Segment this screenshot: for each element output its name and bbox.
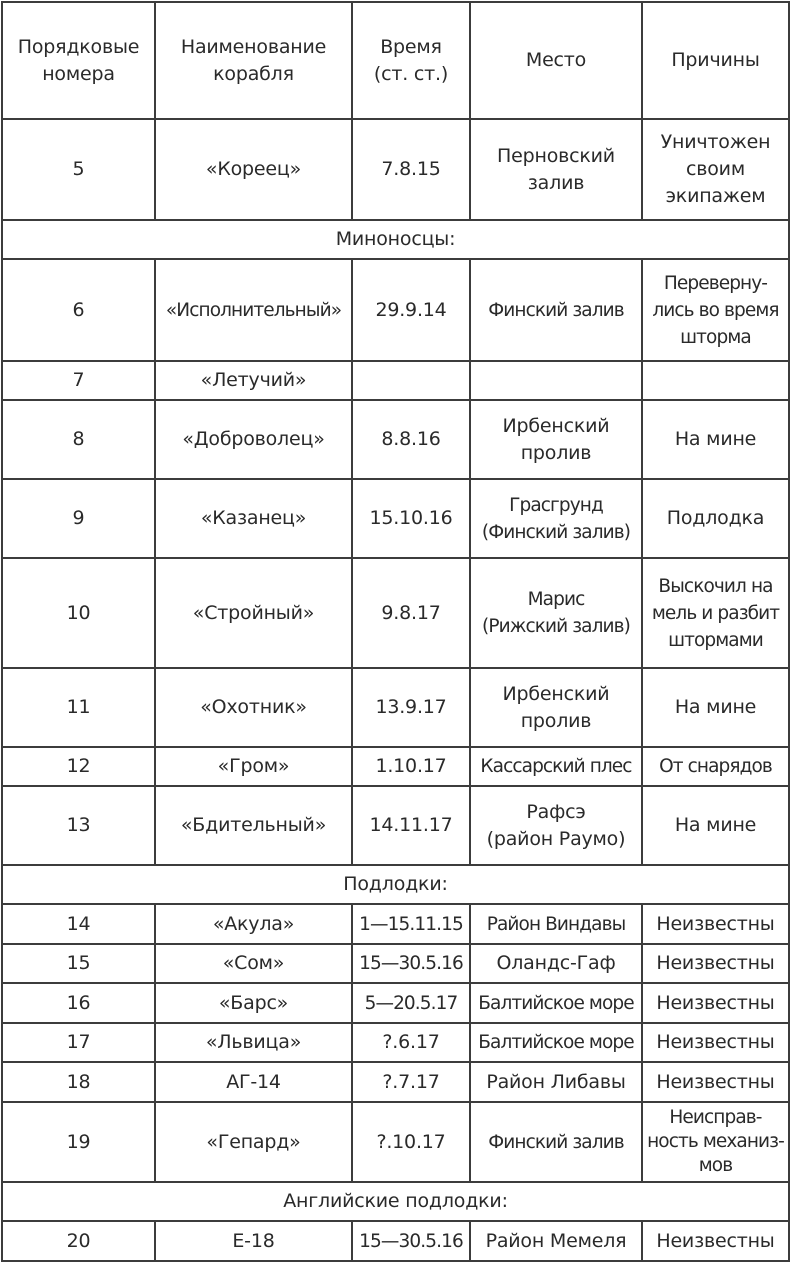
cell-name: «Сом» (155, 944, 352, 983)
cell-name: «Стройный» (155, 558, 352, 668)
cell-place: Оландс-Гаф (470, 944, 642, 983)
table-row (2, 558, 789, 668)
cell-place: Район Либавы (470, 1062, 642, 1102)
cell-time: ?.10.17 (352, 1102, 470, 1182)
cell-place: Перновский залив (470, 119, 642, 220)
cell-time: 5—20.5.17 (352, 983, 470, 1023)
cell-time: 29.9.14 (352, 259, 470, 361)
cell-place: Рафсэ (район Раумо) (470, 786, 642, 865)
cell-time: ?.7.17 (352, 1062, 470, 1102)
cell-number: 5 (2, 119, 155, 220)
cell-cause: Неизвестны (642, 1221, 789, 1261)
cell-name: АГ-14 (155, 1062, 352, 1102)
cell-name: Е-18 (155, 1221, 352, 1261)
cell-number: 12 (2, 747, 155, 786)
cell-number: 20 (2, 1221, 155, 1261)
cell-cause (642, 361, 789, 400)
cell-name: «Летучий» (155, 361, 352, 400)
table-row (2, 1023, 789, 1062)
cell-place: Район Мемеля (470, 1221, 642, 1261)
cell-time (352, 361, 470, 400)
cell-time: 1—15.11.15 (352, 904, 470, 944)
header-place: Место (470, 2, 642, 119)
cell-number: 19 (2, 1102, 155, 1182)
table-row (2, 119, 789, 220)
cell-number: 8 (2, 400, 155, 479)
cell-place: Марис (Рижский залив) (470, 558, 642, 668)
cell-cause: Уничтожен своим экипажем (642, 119, 789, 220)
cell-place (470, 361, 642, 400)
header-name: Наименование корабля (155, 2, 352, 119)
cell-name: «Доброволец» (155, 400, 352, 479)
table-row (2, 1221, 789, 1261)
cell-cause: Неизвестны (642, 1023, 789, 1062)
section-row-destroyers (2, 220, 789, 259)
cell-cause: Неизвестны (642, 983, 789, 1023)
cell-name: «Казанец» (155, 479, 352, 558)
cell-cause: Выскочил на мель и разбит штормами (642, 558, 789, 668)
table-row (2, 904, 789, 944)
cell-time: 13.9.17 (352, 668, 470, 747)
cell-place: Грасгрунд (Финский залив) (470, 479, 642, 558)
ship-losses-table (1, 1, 790, 1262)
section-row-english-submarines (2, 1182, 789, 1221)
section-title: Подлодки: (2, 865, 789, 904)
cell-name: «Львица» (155, 1023, 352, 1062)
table-row (2, 361, 789, 400)
table-row (2, 944, 789, 983)
cell-number: 13 (2, 786, 155, 865)
table-header-row (2, 2, 789, 119)
cell-cause: Неизвестны (642, 944, 789, 983)
cell-time: 15—30.5.16 (352, 944, 470, 983)
cell-number: 15 (2, 944, 155, 983)
header-number: Порядковые номера (2, 2, 155, 119)
cell-time: 15—30.5.16 (352, 1221, 470, 1261)
cell-place: Кассарский плес (470, 747, 642, 786)
cell-number: 7 (2, 361, 155, 400)
cell-time: 9.8.17 (352, 558, 470, 668)
cell-name: «Кореец» (155, 119, 352, 220)
cell-cause: От снарядов (642, 747, 789, 786)
cell-number: 16 (2, 983, 155, 1023)
table-row (2, 983, 789, 1023)
cell-name: «Исполнительный» (155, 259, 352, 361)
cell-place: Балтийское море (470, 1023, 642, 1062)
cell-number: 18 (2, 1062, 155, 1102)
cell-name: «Охотник» (155, 668, 352, 747)
cell-time: ?.6.17 (352, 1023, 470, 1062)
cell-name: «Барс» (155, 983, 352, 1023)
cell-time: 8.8.16 (352, 400, 470, 479)
header-cause: Причины (642, 2, 789, 119)
table-row (2, 479, 789, 558)
header-time: Время (ст. ст.) (352, 2, 470, 119)
cell-place: Ирбенский пролив (470, 668, 642, 747)
table-row (2, 400, 789, 479)
cell-number: 17 (2, 1023, 155, 1062)
cell-place: Район Виндавы (470, 904, 642, 944)
cell-name: «Гром» (155, 747, 352, 786)
cell-number: 6 (2, 259, 155, 361)
cell-time: 1.10.17 (352, 747, 470, 786)
table-row (2, 259, 789, 361)
cell-place: Финский залив (470, 1102, 642, 1182)
cell-time: 15.10.16 (352, 479, 470, 558)
cell-place: Ирбенский пролив (470, 400, 642, 479)
table-row (2, 668, 789, 747)
cell-time: 7.8.15 (352, 119, 470, 220)
table-row (2, 1062, 789, 1102)
cell-number: 14 (2, 904, 155, 944)
cell-time: 14.11.17 (352, 786, 470, 865)
cell-name: «Акула» (155, 904, 352, 944)
cell-cause: Переверну- лись во время шторма (642, 259, 789, 361)
cell-cause: Подлодка (642, 479, 789, 558)
table-row (2, 786, 789, 865)
cell-cause: На мине (642, 400, 789, 479)
table-row (2, 1102, 789, 1182)
section-title: Миноносцы: (2, 220, 789, 259)
cell-cause: Неисправ- ность механиз- мов (642, 1102, 789, 1182)
cell-name: «Бдительный» (155, 786, 352, 865)
cell-place: Финский залив (470, 259, 642, 361)
section-title: Английские подлодки: (2, 1182, 789, 1221)
cell-number: 10 (2, 558, 155, 668)
cell-cause: На мине (642, 668, 789, 747)
cell-name: «Гепард» (155, 1102, 352, 1182)
cell-cause: Неизвестны (642, 904, 789, 944)
cell-number: 9 (2, 479, 155, 558)
cell-cause: Неизвестны (642, 1062, 789, 1102)
cell-place: Балтийское море (470, 983, 642, 1023)
cell-number: 11 (2, 668, 155, 747)
cell-cause: На мине (642, 786, 789, 865)
section-row-submarines (2, 865, 789, 904)
table-row (2, 747, 789, 786)
